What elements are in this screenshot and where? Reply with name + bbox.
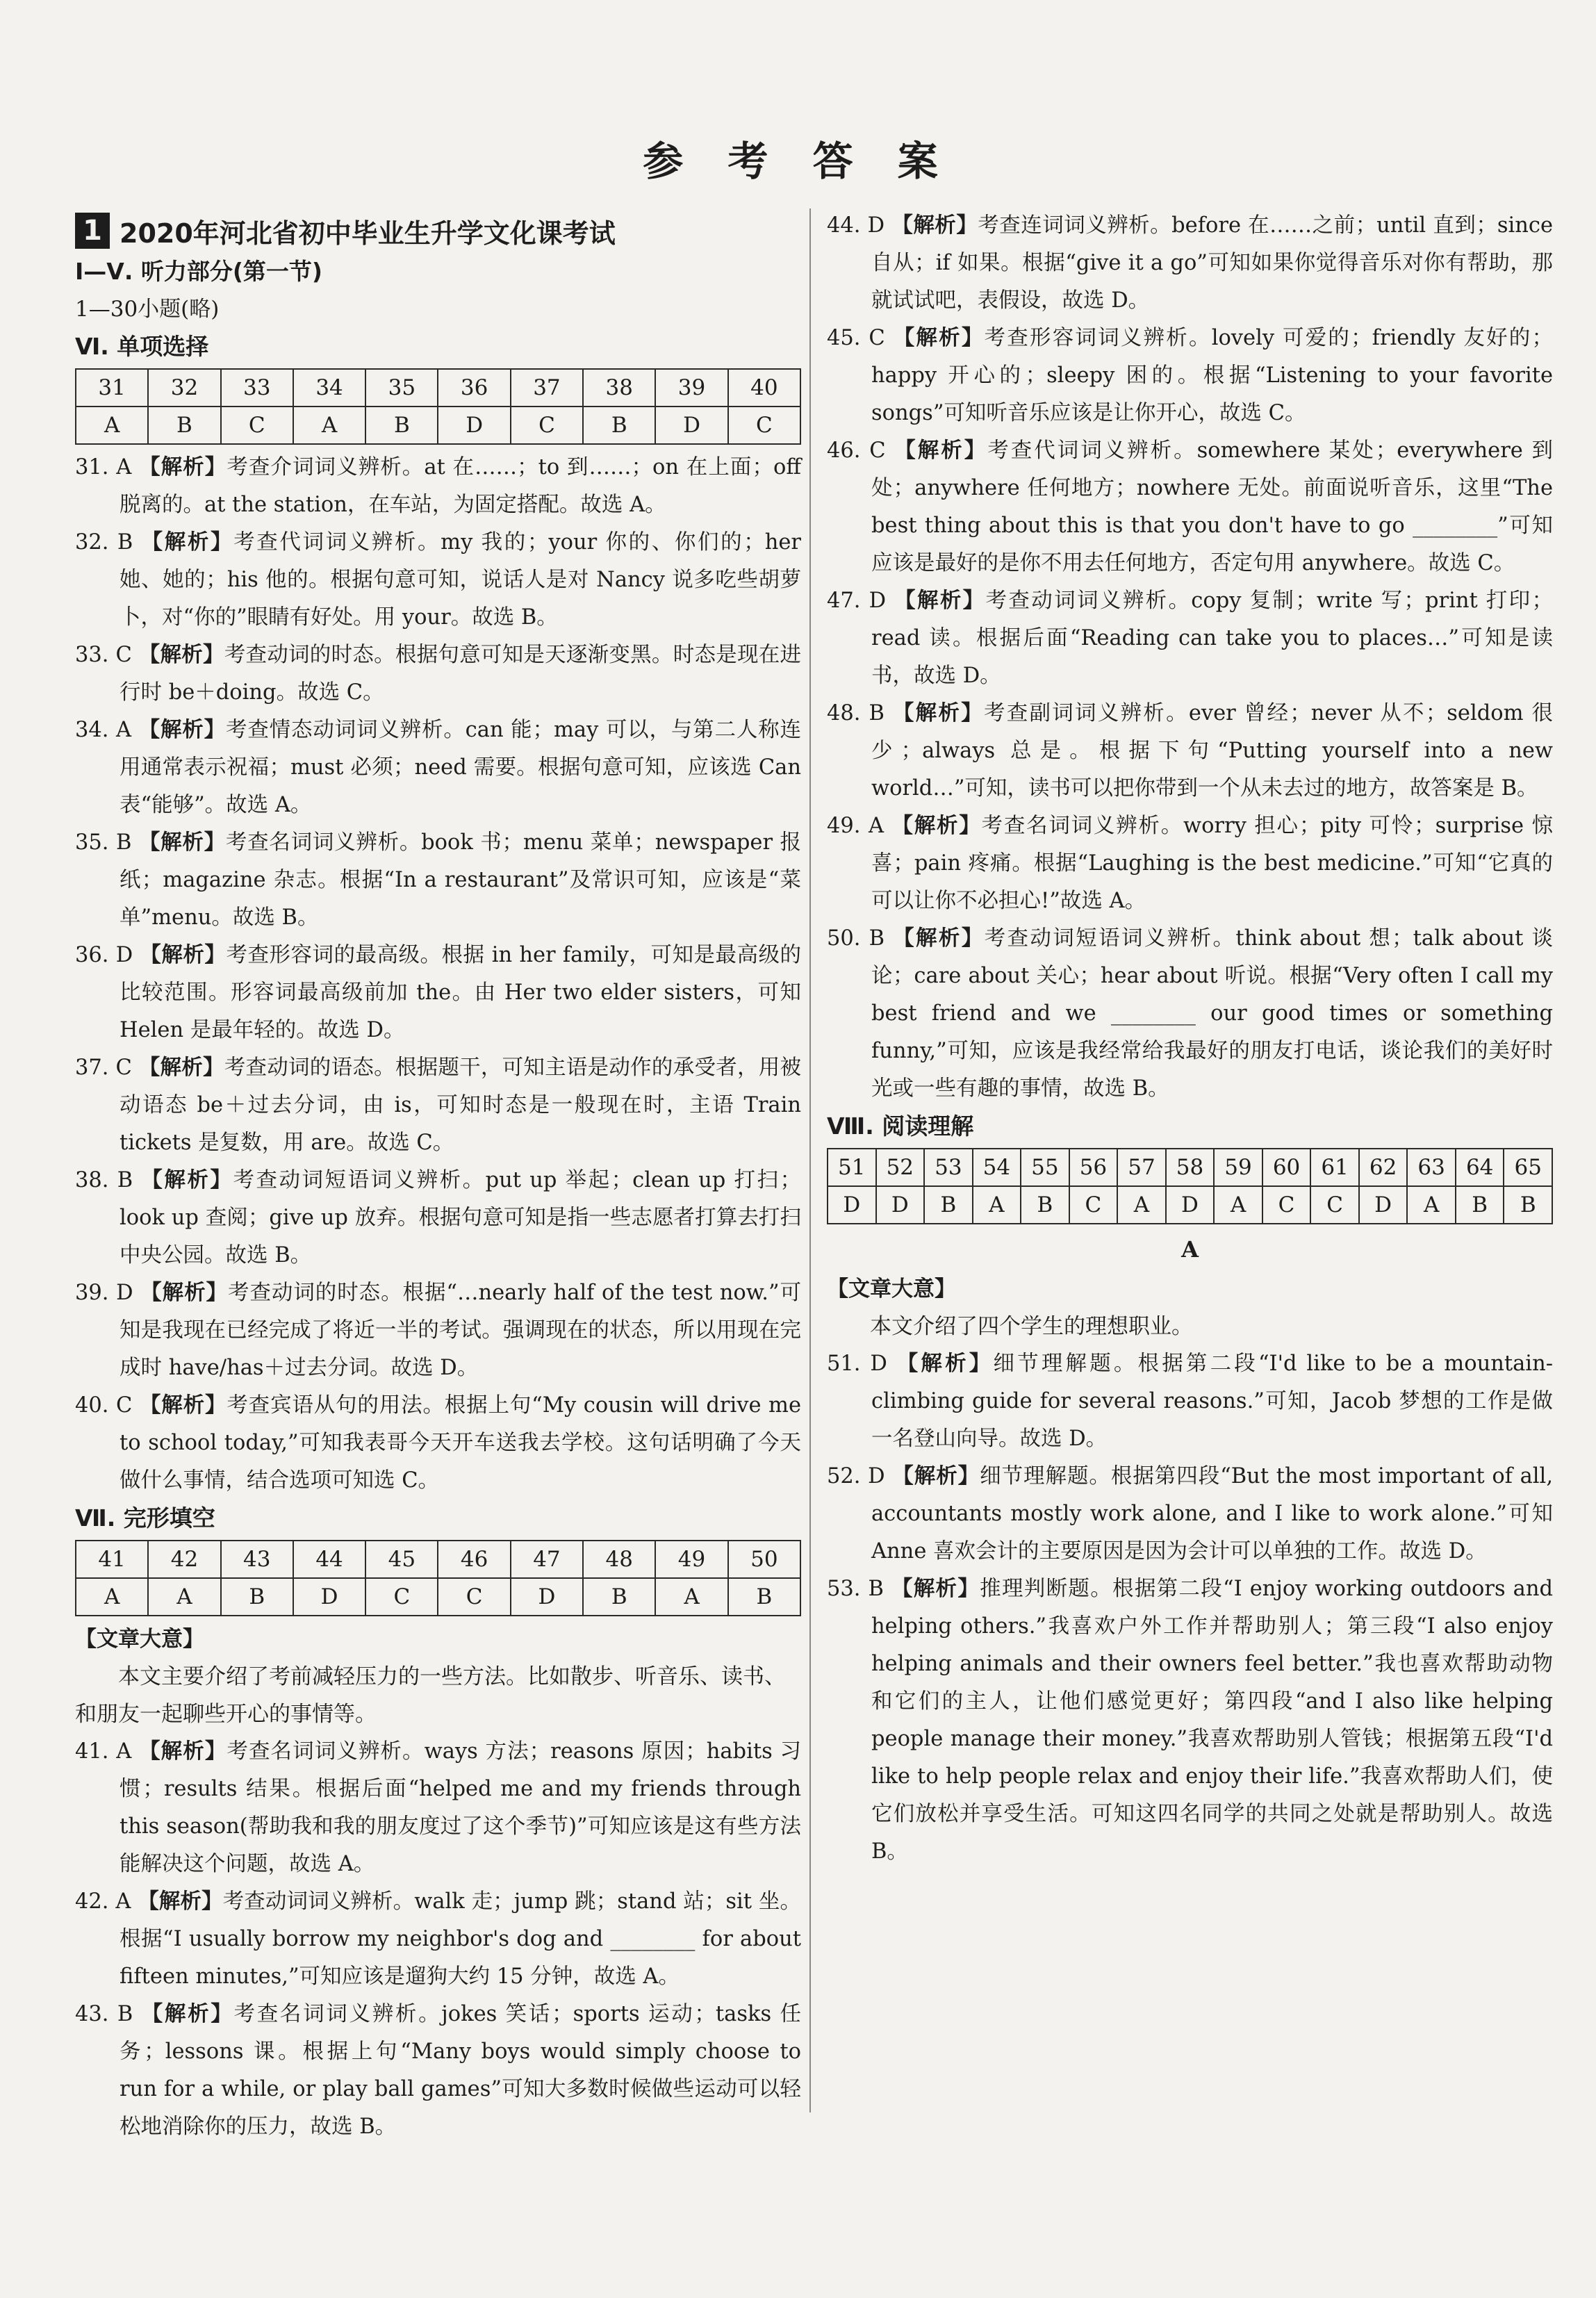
analysis-tag: 【解析】	[141, 1168, 233, 1192]
answer-letter: A	[973, 1186, 1021, 1224]
analysis-tag: 【解析】	[139, 1393, 227, 1418]
question-number: 33	[221, 369, 293, 407]
question-number: 52	[876, 1149, 925, 1186]
analysis-tag: 【解析】	[892, 701, 984, 725]
explanation-item	[75, 524, 801, 637]
analysis-tag: 【解析】	[138, 718, 226, 742]
item-number: 53. B	[827, 1577, 884, 1601]
item-text: 考查名词词义辨析。jokes 笑话；sports 运动；tasks 任务；lessons 课。根据上句“Many boys would simply choose to run for a while, or play ball games”可知大多数时候做些运动可以轻松地消除你的压力，故选 B。	[120, 2002, 802, 2139]
item-number: 52. D	[827, 1464, 885, 1488]
question-number: 32	[148, 369, 220, 407]
item-text: 考查动词词义辨析。copy 复制；write 写；print 打印；read 读。根据后面“Reading can take you to places…”可知是读书，故选 D。	[871, 589, 1554, 688]
question-number: 40	[728, 369, 800, 407]
question-number: 54	[973, 1149, 1021, 1186]
explanation-item	[75, 1274, 801, 1387]
explanation-item	[827, 1570, 1553, 1871]
reading-summary-heading: 【文章大意】	[827, 1277, 956, 1302]
item-number: 51. D	[827, 1352, 887, 1376]
cloze-answer-table	[75, 1540, 801, 1616]
question-number: 55	[1021, 1149, 1069, 1186]
reading-summary: 本文介绍了四个学生的理想职业。	[870, 1314, 1193, 1339]
explanation-item	[75, 824, 801, 937]
item-number: 31. A	[75, 455, 132, 479]
question-number: 46	[438, 1541, 510, 1578]
question-number: 59	[1214, 1149, 1262, 1186]
explanation-item	[827, 207, 1553, 320]
question-number: 41	[76, 1541, 148, 1578]
answer-letter: C	[728, 407, 800, 444]
answer-letter: D	[876, 1186, 925, 1224]
item-number: 48. B	[827, 701, 885, 725]
explanation-item	[827, 432, 1553, 582]
answer-letter: A	[1214, 1186, 1262, 1224]
item-text: 考查代词词义辨析。my 我的；your 你的、你们的；her 她、她的；his 他的。根据句意可知，说话人是对 Nancy 说多吃些胡萝卜，对“你的”眼睛有好处。用 your。故选 B。	[120, 530, 802, 630]
item-number: 42. A	[75, 1889, 131, 1914]
explanation-item	[75, 637, 801, 712]
answer-letter: A	[148, 1578, 220, 1616]
answer-letter: D	[828, 1186, 876, 1224]
answer-letter: D	[655, 407, 727, 444]
answer-table-answers	[828, 1186, 1552, 1224]
item-text: 考查动词词义辨析。walk 走；jump 跳；stand 站；sit 坐。根据“I usually borrow my neighbor's dog and ________ for about fifteen minutes,”可知应该是遛狗大约 15 分钟，故选 A。	[120, 1889, 802, 1989]
explanation-item	[75, 1387, 801, 1500]
answer-letter: A	[1407, 1186, 1456, 1224]
question-number: 49	[655, 1541, 727, 1578]
item-text: 细节理解题。根据第四段“But the most important of all, accountants mostly work alone, and I like to work alone.”可知 Anne 喜欢会计的主要原因是因为会计可以单独的工作。故选 D。	[871, 1464, 1554, 1564]
item-text: 考查情态动词词义辨析。can 能；may 可以，与第二人称连用通常表示祝福；must 必须；need 需要。根据句意可知，应该选 Can 表“能够”。故选 A。	[120, 718, 802, 817]
answer-letter: C	[221, 407, 293, 444]
answer-letter: D	[1166, 1186, 1215, 1224]
item-text: 考查形容词的最高级。根据 in her family，可知是最高级的比较范围。形容词最高级前加 the。由 Her two elder sisters，可知 Helen 是最年轻的。故选 D。	[120, 943, 802, 1042]
question-number: 45	[365, 1541, 438, 1578]
question-number: 43	[221, 1541, 293, 1578]
question-number: 60	[1262, 1149, 1311, 1186]
answer-table-answers	[76, 1578, 800, 1616]
answer-letter: B	[1504, 1186, 1552, 1224]
item-text: 推理判断题。根据第二段“I enjoy working outdoors and helping others.”我喜欢户外工作并帮助别人；第三段“I also enjoy helping animals and their owners feel better.”我也喜欢帮助动物和它们的主人，让他们感觉更好；第四段“and I also like helping people manage their money.”我喜欢帮助别人管钱；根据第五段“I'd like to help people relax and enjoy their life.”我喜欢帮助人们，使它们放松并享受生活。可知这四名同学的共同之处就是帮助别人。故选 B。	[871, 1577, 1553, 1864]
answer-letter: C	[438, 1578, 510, 1616]
item-number: 37. C	[75, 1056, 132, 1080]
question-number: 42	[148, 1541, 220, 1578]
analysis-tag: 【解析】	[141, 2002, 234, 2026]
analysis-tag: 【解析】	[140, 943, 227, 967]
answer-letter: D	[293, 1578, 365, 1616]
answer-letter: C	[1262, 1186, 1311, 1224]
passage-label: A	[1181, 1236, 1199, 1263]
answer-letter: A	[293, 407, 365, 444]
cloze-heading: Ⅶ. 完形填空	[75, 1504, 215, 1532]
item-number: 49. A	[827, 814, 884, 838]
answer-letter: C	[1310, 1186, 1359, 1224]
explanation-item	[827, 920, 1553, 1108]
item-number: 34. A	[75, 718, 132, 742]
single-choice-heading: Ⅵ. 单项选择	[75, 333, 209, 360]
question-number: 65	[1504, 1149, 1552, 1186]
listening-note: 1—30小题(略)	[75, 297, 220, 322]
question-number: 51	[828, 1149, 876, 1186]
answer-letter: C	[511, 407, 583, 444]
reading-answer-table	[827, 1148, 1553, 1224]
item-text: 考查动词的语态。根据题干，可知主语是动作的承受者，用被动语态 be＋过去分词，由 is，可知时态是一般现在时，主语 Train tickets 是复数，用 are。故选 C。	[120, 1056, 801, 1155]
answer-letter: D	[1359, 1186, 1408, 1224]
answer-letter: A	[1117, 1186, 1166, 1224]
answer-letter: A	[655, 1578, 727, 1616]
analysis-tag: 【解析】	[140, 1281, 228, 1305]
analysis-tag: 【解析】	[141, 530, 234, 555]
explanation-item	[75, 937, 801, 1049]
item-text: 考查代词词义辨析。somewhere 某处；everywhere 到处；anywhere 任何地方；nowhere 无处。前面说听音乐，这里“The best thing about this is that you don't have to go ________”可知应该是最好的是你不用去任何地方，否定句用 anywhere。故选 C。	[871, 438, 1554, 575]
explanation-item	[75, 449, 801, 524]
question-number: 39	[655, 369, 727, 407]
item-number: 39. D	[75, 1281, 133, 1305]
analysis-tag: 【解析】	[138, 643, 224, 667]
explanation-item	[75, 1883, 801, 1996]
answer-table-numbers	[828, 1149, 1552, 1186]
question-number: 61	[1310, 1149, 1359, 1186]
explanation-item	[75, 712, 801, 824]
question-number: 56	[1069, 1149, 1118, 1186]
analysis-tag: 【解析】	[891, 213, 978, 238]
answer-letter: B	[728, 1578, 800, 1616]
single-choice-answer-table	[75, 368, 801, 445]
left-column	[75, 208, 801, 2146]
item-text: 考查连词词义辨析。before 在……之前；until 直到；since 自从；if 如果。根据“give it a go”可知如果你觉得音乐对你有帮助，那就试试吧，表假设，故选 D。	[871, 213, 1554, 313]
exam-number-badge: 1	[75, 213, 110, 249]
exam-title	[75, 208, 801, 253]
answer-letter: B	[583, 407, 655, 444]
explanation-item	[827, 1458, 1553, 1570]
answer-letter: C	[365, 1578, 438, 1616]
answer-letter: B	[221, 1578, 293, 1616]
answer-letter: C	[1069, 1186, 1118, 1224]
answer-letter: A	[76, 407, 148, 444]
item-number: 47. D	[827, 589, 887, 613]
question-number: 44	[293, 1541, 365, 1578]
explanation-item	[827, 320, 1553, 432]
explanation-item	[75, 1733, 801, 1883]
question-number: 34	[293, 369, 365, 407]
answer-table-answers	[76, 407, 800, 444]
item-text: 考查名词词义辨析。ways 方法；reasons 原因；habits 习惯；results 结果。根据后面“helped me and my friends through this season(帮助我和我的朋友度过了这个季节)”可知应该是这有些方法能解决这个问题，故选 A。	[120, 1739, 802, 1876]
right-column	[827, 207, 1553, 1871]
question-number: 62	[1359, 1149, 1408, 1186]
answer-letter: D	[511, 1578, 583, 1616]
answer-letter: B	[365, 407, 438, 444]
explanation-item	[827, 1345, 1553, 1458]
analysis-tag: 【解析】	[893, 326, 985, 350]
explanation-item	[827, 695, 1553, 807]
explanation-item	[827, 582, 1553, 695]
analysis-tag: 【解析】	[138, 830, 226, 855]
explanation-item	[75, 1162, 801, 1274]
answer-letter: D	[438, 407, 510, 444]
item-text: 考查动词的时态。根据句意可知是天逐渐变黑。时态是现在进行时 be＋doing。故选 C。	[120, 643, 801, 705]
cloze-summary-heading: 【文章大意】	[75, 1627, 204, 1652]
answer-table-numbers	[76, 1541, 800, 1578]
item-text: 考查名词词义辨析。book 书；menu 菜单；newspaper 报纸；magazine 杂志。根据“In a restaurant”及常识可知，应该是“菜单”menu。故选 B。	[120, 830, 802, 930]
answer-table-numbers	[76, 369, 800, 407]
question-number: 64	[1456, 1149, 1504, 1186]
analysis-tag: 【解析】	[894, 438, 988, 463]
question-number: 63	[1407, 1149, 1456, 1186]
listening-heading: Ⅰ—Ⅴ. 听力部分(第一节)	[75, 258, 323, 285]
item-number: 46. C	[827, 438, 886, 463]
analysis-tag: 【解析】	[892, 1464, 980, 1488]
item-text: 细节理解题。根据第二段“I'd like to be a mountain-climbing guide for several reasons.”可知，Jacob 梦想的工作是做一名登山向导。故选 D。	[871, 1352, 1554, 1451]
item-number: 32. B	[75, 530, 133, 555]
explanation-item	[75, 1996, 801, 2146]
item-text: 考查副词词义辨析。ever 曾经；never 从不；seldom 很少；always 总是。根据下句“Putting yourself into a new world…”可知，读书可以把你带到一个从未去过的地方，故答案是 B。	[871, 701, 1554, 801]
analysis-tag: 【解析】	[891, 814, 982, 838]
question-number: 37	[511, 369, 583, 407]
analysis-tag: 【解析】	[138, 1889, 223, 1914]
analysis-tag: 【解析】	[891, 1577, 980, 1601]
item-number: 43. B	[75, 2002, 133, 2026]
item-number: 40. C	[75, 1393, 133, 1418]
exam-title-text: 2020年河北省初中毕业生升学文化课考试	[120, 218, 616, 249]
item-text: 考查形容词词义辨析。lovely 可爱的；friendly 友好的；happy 开心的；sleepy 困的。根据“Listening to your favorite songs”可知听音乐应该是让你开心，故选 C。	[871, 326, 1554, 425]
item-text: 考查动词的时态。根据“…nearly half of the test now.”可知是我现在已经完成了将近一半的考试。强调现在的状态，所以用现在完成时 have/has＋过去分词。故选 D。	[120, 1281, 801, 1380]
answer-letter: B	[1456, 1186, 1504, 1224]
question-number: 58	[1166, 1149, 1215, 1186]
item-number: 44. D	[827, 213, 885, 238]
question-number: 35	[365, 369, 438, 407]
item-text: 考查名词词义辨析。worry 担心；pity 可怜；surprise 惊喜；pain 疼痛。根据“Laughing is the best medicine.”可知“它真的可以让你不必担心!”故选 A。	[871, 814, 1553, 913]
answer-letter: B	[1021, 1186, 1069, 1224]
item-text: 考查动词短语词义辨析。put up 举起；clean up 打扫；look up 查阅；give up 放弃。根据句意可知是指一些志愿者打算去打扫中央公园。故选 B。	[120, 1168, 801, 1267]
column-divider	[809, 208, 811, 2112]
item-text: 考查宾语从句的用法。根据上句“My cousin will drive me to school today,”可知我表哥今天开车送我去学校。这句话明确了今天做什么事情，结合选项可知选 C。	[120, 1393, 802, 1493]
page-title: 参 考 答 案	[643, 138, 953, 185]
item-number: 36. D	[75, 943, 133, 967]
analysis-tag: 【解析】	[896, 1352, 994, 1376]
reading-heading: Ⅷ. 阅读理解	[827, 1113, 974, 1140]
item-text: 考查动词短语词义辨析。think about 想；talk about 谈论；care about 关心；hear about 听说。根据“Very often I call my best friend and we ________ our good times or something funny,”可知，应该是我经常给我最好的朋友打电话，谈论我们的美好时光或一些有趣的事情，故选 B。	[871, 926, 1553, 1101]
analysis-tag: 【解析】	[138, 1056, 224, 1080]
question-number: 31	[76, 369, 148, 407]
explanation-item	[75, 1049, 801, 1162]
item-number: 38. B	[75, 1168, 133, 1192]
explanation-item	[827, 807, 1553, 920]
question-number: 50	[728, 1541, 800, 1578]
question-number: 36	[438, 369, 510, 407]
answer-letter: B	[148, 407, 220, 444]
question-number: 48	[583, 1541, 655, 1578]
item-number: 33. C	[75, 643, 132, 667]
answer-letter: A	[76, 1578, 148, 1616]
item-number: 35. B	[75, 830, 132, 855]
question-number: 38	[583, 369, 655, 407]
answer-letter: B	[583, 1578, 655, 1616]
item-number: 41. A	[75, 1739, 132, 1764]
analysis-tag: 【解析】	[139, 455, 227, 479]
analysis-tag: 【解析】	[139, 1739, 227, 1764]
item-number: 45. C	[827, 326, 885, 350]
question-number: 47	[511, 1541, 583, 1578]
analysis-tag: 【解析】	[894, 589, 986, 613]
question-number: 53	[924, 1149, 973, 1186]
item-number: 50. B	[827, 926, 885, 951]
analysis-tag: 【解析】	[893, 926, 985, 951]
question-number: 57	[1117, 1149, 1166, 1186]
answer-letter: B	[924, 1186, 973, 1224]
item-text: 考查介词词义辨析。at 在……；to 到……；on 在上面；off 脱离的。at the station，在车站，为固定搭配。故选 A。	[120, 455, 802, 517]
cloze-summary: 本文主要介绍了考前减轻压力的一些方法。比如散步、听音乐、读书、和朋友一起聊些开心的事情等。	[75, 1664, 786, 1727]
